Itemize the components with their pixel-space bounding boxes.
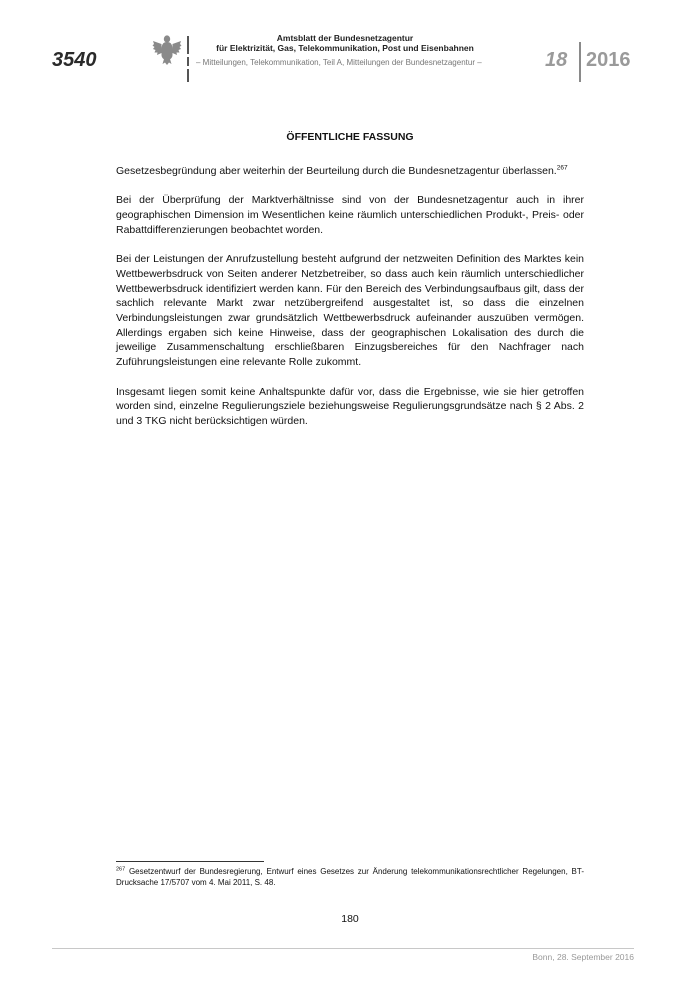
paragraph: Bei der Leistungen der Anrufzustellung besteht aufgrund der netzweiten Definition des Marktes kein Wettbewerbsdruck von Seiten anderer Netzbetreiber, so dass auch kein räumlich unterschiedlicher Wettbewerbsdruck identifiziert werden kann. Für den Bereich des Verbindungsaufbaus gilt, dass der sachlich relevante Markt zwar netzübergreifend ausgestaltet ist, so dass die einzelnen Verbindungsleistungen zwar grundsätzlich Wettbewerbsdruck aufeinander auszuüben vermögen. Allerdings ergaben sich keine Hinweise, dass der geographischen Lokalisation des durch die jeweilige Zusammenschaltung erschließbaren Einzugsbereiches für den Nachfrager nach Zuführungsleistungen eine relevante Rolle zukommt. <box>116 253 584 369</box>
folio-number: 180 <box>341 913 359 925</box>
footnote-separator <box>116 861 264 862</box>
footnote-number: 267 <box>116 866 126 873</box>
issue-year: 2016 <box>586 49 631 71</box>
federal-eagle-icon <box>152 32 182 66</box>
document-title: ÖFFENTLICHE FASSUNG <box>286 131 414 143</box>
paragraph: Bei der Überprüfung der Marktverhältnisse sind von der Bundesnetzagentur auch in ihrer geographischen Dimension im Wesentlichen keine räumlich unterschiedlichen Produkt-, Preis- oder Rabattdifferenzierungen beobachtet worden. <box>116 194 584 236</box>
publisher-subtitle: für Elektrizität, Gas, Telekommunikation, Post und Eisenbahnen <box>216 43 474 53</box>
paragraph: Insgesamt liegen somit keine Anhaltspunkte dafür vor, dass die Ergebnisse, wie sie hier getroffen worden sind, einzelne Regulierungsziele beziehungsweise Regulierungsgrundsätze nach § 2 Abs. 2 und 3 TKG nicht berücksichtigen würden. <box>116 385 584 427</box>
issue-divider <box>579 42 581 82</box>
section-label: – Mitteilungen, Telekommunikation, Teil A, Mitteilungen der Bundesnetzagentur – <box>196 58 482 67</box>
footnote <box>116 866 584 888</box>
paragraph: Gesetzesbegründung aber weiterhin der Beurteilung durch die Bundesnetzagentur überlassen.$^{267}$ <box>116 164 568 177</box>
place-date: Bonn, 28. September 2016 <box>532 952 634 962</box>
footnote-text: Gesetzentwurf der Bundesregierung, Entwurf eines Gesetzes zur Änderung telekommunikationsrechtlicher Regelungen, BT-Drucksache 17/5707 vom 4. Mai 2011, S. 48. <box>116 867 584 887</box>
page-number: 3540 <box>52 49 97 71</box>
publisher-name: Amtsblatt der Bundesnetzagentur <box>276 33 414 43</box>
footnote-reference[interactable]: 267 <box>556 164 568 172</box>
issue-number: 18 <box>545 49 568 71</box>
document-body <box>116 164 584 443</box>
header-divider <box>187 36 189 82</box>
footer-rule <box>52 948 634 949</box>
